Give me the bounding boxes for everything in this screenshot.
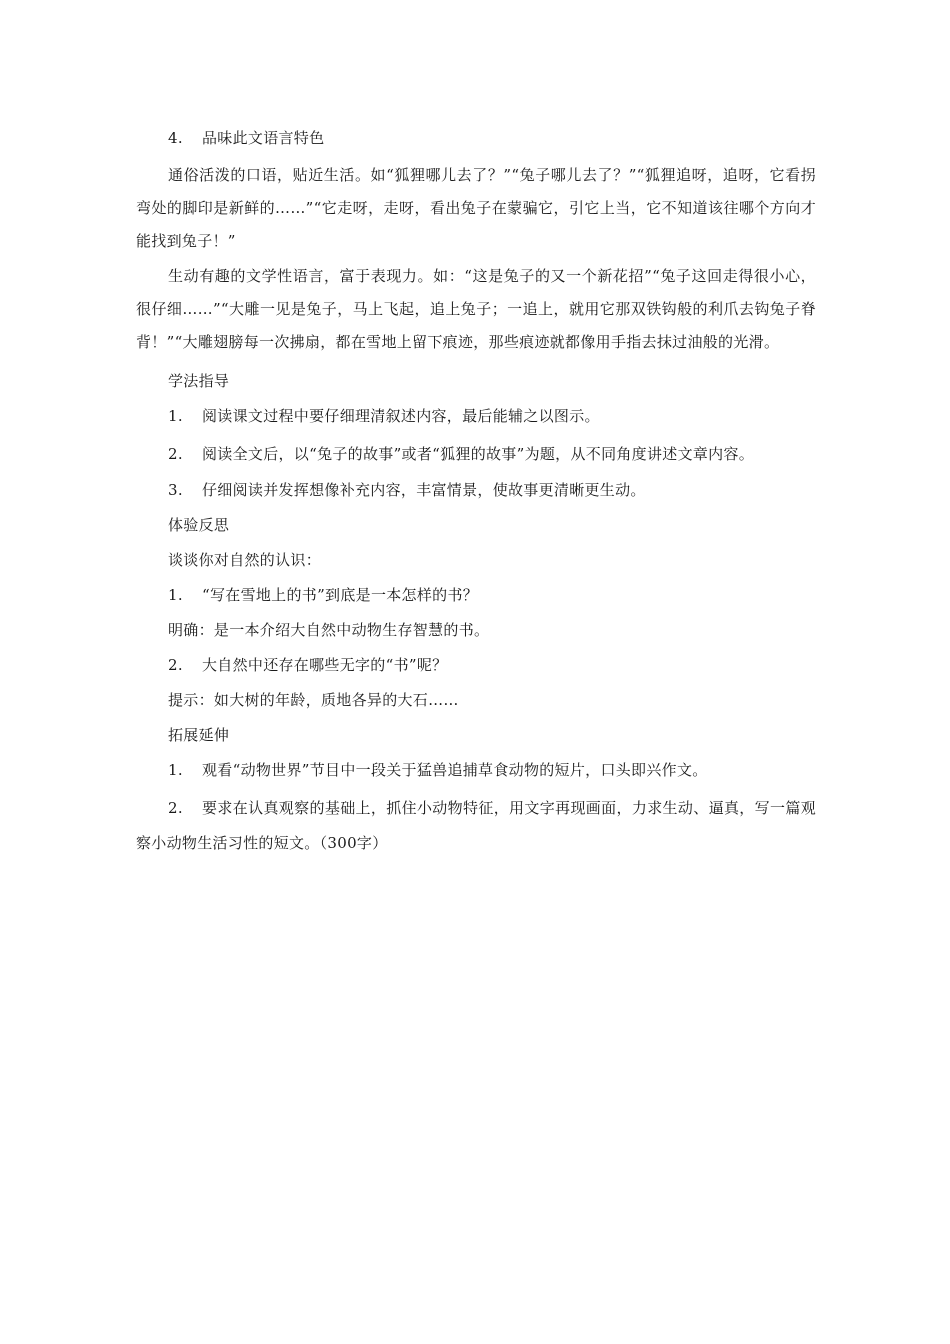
list-item [136, 402, 816, 430]
item-text: 大自然中还存在哪些无字的“书”呢？ [202, 656, 448, 674]
section-heading-method: 学法指导 [168, 372, 230, 390]
item-number: 2. [168, 799, 183, 817]
item-text: “写在雪地上的书”到底是一本怎样的书？ [202, 586, 479, 604]
reflect-intro: 谈谈你对自然的认识： [168, 551, 322, 569]
item-text: 观看“动物世界”节目中一段关于猛兽追捕草食动物的短片，口头即兴作文。 [202, 761, 708, 779]
document-page [136, 124, 816, 865]
item-text: 阅读全文后，以“兔子的故事”或者“狐狸的故事”为题，从不同角度讲述文章内容。 [202, 445, 755, 463]
item-number: 1. [168, 761, 183, 779]
heading-number: 4. [168, 129, 183, 147]
item-number: 3. [168, 481, 183, 499]
paragraph-literary: 生动有趣的文学性语言，富于表现力。如：“这是兔子的又一个新花招”“兔子这回走得很小心，很仔细……”“大雕一见是兔子，马上飞起，追上兔子；一追上，就用它那双铁钩般的利爪去钩兔子脊背！”“大雕翅膀每一次拂扇，都在雪地上留下痕迹，那些痕迹就都像用手指去抹过油般的光滑。 [136, 267, 816, 351]
list-item [136, 756, 816, 784]
item-number: 1. [168, 407, 183, 425]
hint-text: 提示：如大树的年龄，质地各异的大石…… [168, 691, 459, 709]
paragraph-colloquial: 通俗活泼的口语，贴近生活。如“狐狸哪儿去了？”“兔子哪儿去了？”“狐狸追呀，追呀，它看拐弯处的脚印是新鲜的……”“它走呀，走呀，看出兔子在蒙骗它，引它上当，它不知道该往哪个方向才能找到兔子！” [136, 166, 816, 250]
item-number: 2. [168, 656, 183, 674]
heading-text: 品味此文语言特色 [202, 129, 325, 147]
item-text: 仔细阅读并发挥想像补充内容，丰富情景，使故事更清晰更生动。 [202, 481, 646, 499]
list-item [136, 437, 816, 472]
section-heading-language [136, 124, 816, 152]
question-item [136, 651, 816, 679]
item-text: 要求在认真观察的基础上，抓住小动物特征，用文字再现画面，力求生动、逼真，写一篇观察小动物生活习性的短文。（300字） [136, 799, 816, 852]
item-number: 1. [168, 586, 183, 604]
list-item [136, 476, 816, 504]
item-text: 阅读课文过程中要仔细理清叙述内容，最后能辅之以图示。 [202, 407, 600, 425]
section-heading-extend: 拓展延伸 [168, 726, 230, 744]
answer-text: 明确：是一本介绍大自然中动物生存智慧的书。 [168, 621, 490, 639]
section-heading-reflect: 体验反思 [168, 516, 230, 534]
list-item [136, 791, 816, 861]
question-item [136, 581, 816, 609]
item-number: 2. [168, 445, 183, 463]
